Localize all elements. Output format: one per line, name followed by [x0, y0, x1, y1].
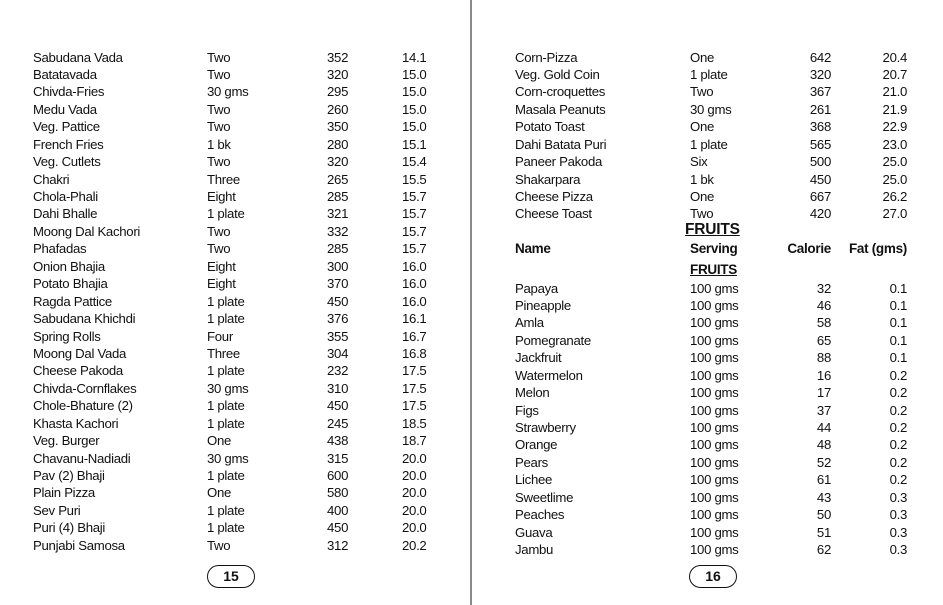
serving-size: Eight — [207, 276, 236, 292]
fat-value: 20.0 — [402, 468, 427, 483]
food-name: Moong Dal Vada — [33, 345, 127, 361]
fat-value: 16.0 — [402, 258, 427, 274]
serving-size: 1 plate — [207, 520, 245, 536]
table-row — [473, 332, 943, 349]
serving-size: 1 bk — [207, 136, 231, 152]
left-food-table — [0, 49, 471, 555]
food-name: Figs — [515, 402, 539, 418]
food-name: French Fries — [33, 136, 104, 152]
table-row — [473, 524, 943, 541]
calorie-value: 642 — [809, 49, 831, 65]
food-name: Pav (2) Bhaji — [33, 468, 105, 483]
serving-size: 100 gms — [690, 332, 739, 348]
fat-value: 16.8 — [402, 345, 427, 361]
serving-size: Two — [207, 537, 231, 553]
calorie-value: 295 — [327, 84, 349, 100]
serving-size: Two — [690, 206, 714, 222]
food-name: Shakarpara — [515, 171, 581, 187]
calorie-value: 304 — [327, 345, 349, 361]
table-row — [0, 171, 471, 188]
calorie-value: 88 — [816, 350, 831, 366]
food-name: Sabudana Vada — [33, 49, 123, 65]
header-serving: Serving — [690, 241, 738, 256]
calorie-value: 32 — [816, 280, 831, 296]
food-name: Cheese Pakoda — [33, 363, 123, 379]
food-name: Sev Puri — [33, 502, 81, 518]
table-row — [0, 362, 471, 379]
serving-size: Two — [207, 101, 231, 117]
calorie-value: 450 — [327, 520, 349, 536]
calorie-value: 261 — [809, 101, 831, 117]
food-name: Dahi Batata Puri — [515, 136, 607, 152]
serving-size: 100 gms — [690, 350, 739, 366]
serving-size: 30 gms — [207, 84, 249, 100]
table-row — [473, 454, 943, 471]
fat-value: 20.0 — [402, 450, 427, 466]
page-divider — [470, 0, 472, 605]
serving-size: Six — [690, 154, 708, 170]
table-row — [473, 83, 943, 100]
fat-value: 15.0 — [402, 66, 427, 82]
calorie-value: 232 — [327, 363, 349, 379]
calorie-value: 285 — [327, 241, 349, 257]
table-row — [473, 402, 943, 419]
table-row — [473, 419, 943, 436]
table-row — [0, 136, 471, 153]
calorie-value: 420 — [809, 206, 831, 222]
fat-value: 15.7 — [402, 241, 427, 257]
calorie-value: 400 — [327, 502, 349, 518]
table-row — [473, 49, 943, 66]
table-row — [0, 502, 471, 519]
table-row — [473, 489, 943, 506]
serving-size: Eight — [207, 189, 236, 204]
food-name: Corn-croquettes — [515, 84, 606, 100]
left-page — [0, 0, 471, 605]
fat-value: 0.1 — [889, 280, 907, 296]
table-row — [0, 450, 471, 467]
table-row — [0, 118, 471, 135]
serving-size: 100 gms — [690, 437, 739, 453]
table-row — [0, 153, 471, 170]
table-row — [473, 153, 943, 170]
fat-value: 20.0 — [402, 520, 427, 536]
calorie-value: 285 — [327, 189, 349, 204]
serving-size: Two — [207, 66, 231, 82]
calorie-value: 450 — [327, 398, 349, 414]
fat-value: 15.0 — [402, 101, 427, 117]
fat-value: 15.1 — [402, 136, 427, 152]
table-row — [473, 171, 943, 188]
fat-value: 20.0 — [402, 485, 427, 501]
section-title: FRUITS — [685, 221, 740, 238]
fat-value: 23.0 — [882, 136, 907, 152]
food-name: Guava — [515, 524, 553, 540]
food-name: Chivda-Cornflakes — [33, 380, 137, 396]
food-name: Potato Toast — [515, 119, 585, 135]
calorie-value: 43 — [816, 489, 831, 505]
subsection-title: FRUITS — [690, 262, 737, 277]
fat-value: 0.1 — [889, 332, 907, 348]
fat-value: 20.0 — [402, 502, 427, 518]
food-name: Pears — [515, 454, 548, 470]
serving-size: 100 gms — [690, 472, 739, 488]
fat-value: 15.7 — [402, 189, 427, 204]
fat-value: 18.7 — [402, 433, 427, 449]
fat-value: 0.2 — [889, 385, 907, 401]
fat-value: 0.2 — [889, 420, 907, 435]
calorie-value: 50 — [816, 507, 831, 523]
calorie-value: 44 — [816, 420, 831, 435]
calorie-value: 350 — [327, 119, 349, 135]
serving-size: Two — [207, 154, 231, 170]
table-row — [473, 314, 943, 331]
calorie-value: 450 — [327, 293, 349, 309]
fruits-table — [473, 280, 943, 559]
table-row — [473, 118, 943, 135]
fat-value: 15.4 — [402, 154, 427, 170]
calorie-value: 355 — [327, 328, 349, 344]
table-row — [0, 101, 471, 118]
calorie-value: 62 — [816, 542, 831, 558]
food-name: Masala Peanuts — [515, 101, 606, 117]
header-calorie: Calorie — [787, 241, 831, 256]
serving-size: 1 bk — [690, 171, 714, 187]
fat-value: 27.0 — [882, 206, 907, 222]
table-row — [0, 83, 471, 100]
calorie-value: 450 — [809, 171, 831, 187]
food-name: Orange — [515, 437, 558, 453]
calorie-value: 580 — [327, 485, 349, 501]
fat-value: 15.7 — [402, 223, 427, 239]
food-name: Sweetlime — [515, 489, 574, 505]
food-name: Strawberry — [515, 420, 576, 435]
food-name: Cheese Pizza — [515, 189, 593, 204]
fat-value: 0.3 — [889, 524, 907, 540]
serving-size: 100 gms — [690, 297, 739, 313]
right-food-table — [473, 49, 943, 223]
table-row — [0, 415, 471, 432]
calorie-value: 265 — [327, 171, 349, 187]
table-row — [0, 49, 471, 66]
fat-value: 15.0 — [402, 84, 427, 100]
calorie-value: 438 — [327, 433, 349, 449]
food-name: Puri (4) Bhaji — [33, 520, 106, 536]
serving-size: 1 plate — [690, 66, 728, 82]
serving-size: One — [690, 189, 715, 204]
calorie-value: 65 — [816, 332, 831, 348]
table-row — [473, 367, 943, 384]
serving-size: Two — [207, 223, 231, 239]
serving-size: 1 plate — [207, 311, 245, 327]
calorie-value: 51 — [816, 524, 831, 540]
food-name: Jambu — [515, 542, 554, 558]
fat-value: 16.1 — [402, 311, 427, 327]
fat-value: 0.2 — [889, 472, 907, 488]
fat-value: 20.2 — [402, 537, 427, 553]
serving-size: Two — [690, 84, 714, 100]
fat-value: 21.9 — [882, 101, 907, 117]
serving-size: 100 gms — [690, 315, 739, 331]
calorie-value: 368 — [809, 119, 831, 135]
food-name: Peaches — [515, 507, 565, 523]
food-name: Papaya — [515, 280, 558, 296]
food-name: Paneer Pakoda — [515, 154, 603, 170]
fat-value: 0.2 — [889, 402, 907, 418]
calorie-value: 312 — [327, 537, 349, 553]
food-name: Chavanu-Nadiadi — [33, 450, 131, 466]
fat-value: 22.9 — [882, 119, 907, 135]
fat-value: 0.2 — [889, 454, 907, 470]
fat-value: 15.0 — [402, 119, 427, 135]
table-row — [0, 258, 471, 275]
fat-value: 0.3 — [889, 489, 907, 505]
serving-size: 100 gms — [690, 402, 739, 418]
food-name: Plain Pizza — [33, 485, 95, 501]
fat-value: 0.1 — [889, 350, 907, 366]
table-row — [0, 432, 471, 449]
calorie-value: 245 — [327, 415, 349, 431]
serving-size: Two — [207, 119, 231, 135]
calorie-value: 500 — [809, 154, 831, 170]
calorie-value: 321 — [327, 206, 349, 222]
food-name: Chakri — [33, 171, 70, 187]
serving-size: 100 gms — [690, 489, 739, 505]
calorie-value: 16 — [816, 367, 831, 383]
calorie-value: 58 — [816, 315, 831, 331]
food-name: Chivda-Fries — [33, 84, 105, 100]
fat-value: 0.2 — [889, 437, 907, 453]
food-name: Punjabi Samosa — [33, 537, 125, 553]
calorie-value: 320 — [327, 154, 349, 170]
fat-value: 21.0 — [882, 84, 907, 100]
serving-size: 100 gms — [690, 454, 739, 470]
serving-size: 100 gms — [690, 280, 739, 296]
table-row — [0, 66, 471, 83]
fat-value: 16.0 — [402, 293, 427, 309]
fat-value: 16.0 — [402, 276, 427, 292]
food-name: Veg. Burger — [33, 433, 100, 449]
fat-value: 15.5 — [402, 171, 427, 187]
food-name: Veg. Pattice — [33, 119, 100, 135]
serving-size: 1 plate — [207, 502, 245, 518]
table-row — [0, 380, 471, 397]
calorie-value: 300 — [327, 258, 349, 274]
table-row — [0, 275, 471, 292]
calorie-value: 310 — [327, 380, 349, 396]
fat-value: 25.0 — [882, 154, 907, 170]
header-fat: Fat (gms) — [848, 241, 907, 256]
calorie-value: 46 — [816, 297, 831, 313]
header-name: Name — [515, 241, 551, 256]
fat-value: 0.3 — [889, 542, 907, 558]
calorie-value: 61 — [816, 472, 831, 488]
food-name: Melon — [515, 385, 550, 401]
serving-size: One — [690, 119, 715, 135]
table-row — [473, 66, 943, 83]
table-row — [0, 310, 471, 327]
fat-value: 18.5 — [402, 415, 427, 431]
fat-value: 17.5 — [402, 380, 427, 396]
serving-size: 1 plate — [207, 293, 245, 309]
fat-value: 25.0 — [882, 171, 907, 187]
calorie-value: 280 — [327, 136, 349, 152]
right-page — [473, 0, 943, 605]
calorie-value: 332 — [327, 223, 349, 239]
food-name: Amla — [515, 315, 544, 331]
serving-size: 100 gms — [690, 420, 739, 435]
fat-value: 0.3 — [889, 507, 907, 523]
table-row — [0, 328, 471, 345]
serving-size: 1 plate — [207, 363, 245, 379]
table-row — [473, 101, 943, 118]
table-row — [473, 506, 943, 523]
serving-size: 1 plate — [207, 415, 245, 431]
calorie-value: 48 — [816, 437, 831, 453]
fat-value: 20.7 — [882, 66, 907, 82]
serving-size: Eight — [207, 258, 236, 274]
serving-size: 30 gms — [207, 380, 249, 396]
serving-size: 1 plate — [207, 206, 245, 222]
table-row — [0, 345, 471, 362]
page-number-badge: 15 — [207, 565, 255, 588]
serving-size: Two — [207, 241, 231, 257]
fat-value: 0.1 — [889, 297, 907, 313]
food-name: Khasta Kachori — [33, 415, 119, 431]
table-row — [473, 349, 943, 366]
table-row — [473, 471, 943, 488]
calorie-value: 315 — [327, 450, 349, 466]
serving-size: 100 gms — [690, 507, 739, 523]
table-row — [473, 541, 943, 558]
table-row — [0, 240, 471, 257]
table-row — [0, 223, 471, 240]
table-row — [0, 188, 471, 205]
food-name: Medu Vada — [33, 101, 97, 117]
food-name: Veg. Cutlets — [33, 154, 101, 170]
fat-value: 20.4 — [882, 49, 907, 65]
food-name: Spring Rolls — [33, 328, 101, 344]
food-name: Moong Dal Kachori — [33, 223, 141, 239]
calorie-value: 352 — [327, 49, 349, 65]
calorie-value: 37 — [816, 402, 831, 418]
serving-size: 100 gms — [690, 524, 739, 540]
food-name: Onion Bhajia — [33, 258, 105, 274]
serving-size: 1 plate — [207, 468, 245, 483]
food-name: Phafadas — [33, 241, 87, 257]
calorie-value: 52 — [816, 454, 831, 470]
page-number-badge: 16 — [689, 565, 737, 588]
food-name: Pineapple — [515, 297, 571, 313]
table-row — [0, 205, 471, 222]
fat-value: 17.5 — [402, 398, 427, 414]
food-name: Veg. Gold Coin — [515, 66, 600, 82]
fruits-table-header — [473, 241, 943, 261]
food-name: Chola-Phali — [33, 189, 98, 204]
calorie-value: 667 — [809, 189, 831, 204]
table-row — [0, 484, 471, 501]
food-name: Chole-Bhature (2) — [33, 398, 133, 414]
fat-value: 0.2 — [889, 367, 907, 383]
table-row — [0, 537, 471, 554]
serving-size: Two — [207, 49, 231, 65]
table-row — [0, 397, 471, 414]
serving-size: 1 plate — [207, 398, 245, 414]
serving-size: Three — [207, 171, 240, 187]
calorie-value: 17 — [816, 385, 831, 401]
table-row — [0, 293, 471, 310]
calorie-value: 320 — [809, 66, 831, 82]
fat-value: 14.1 — [402, 49, 427, 65]
table-row — [0, 519, 471, 536]
serving-size: Three — [207, 345, 240, 361]
serving-size: 100 gms — [690, 385, 739, 401]
serving-size: 30 gms — [207, 450, 249, 466]
fat-value: 15.7 — [402, 206, 427, 222]
table-row — [473, 384, 943, 401]
food-name: Corn-Pizza — [515, 49, 578, 65]
table-row — [473, 280, 943, 297]
calorie-value: 320 — [327, 66, 349, 82]
table-row — [473, 136, 943, 153]
fat-value: 0.1 — [889, 315, 907, 331]
calorie-value: 376 — [327, 311, 349, 327]
food-name: Lichee — [515, 472, 553, 488]
food-name: Dahi Bhalle — [33, 206, 98, 222]
food-name: Cheese Toast — [515, 206, 592, 222]
food-name: Batatavada — [33, 66, 97, 82]
serving-size: Four — [207, 328, 233, 344]
calorie-value: 565 — [809, 136, 831, 152]
table-row — [473, 436, 943, 453]
calorie-value: 370 — [327, 276, 349, 292]
calorie-value: 600 — [327, 468, 349, 483]
serving-size: One — [207, 485, 232, 501]
serving-size: 30 gms — [690, 101, 732, 117]
food-name: Watermelon — [515, 367, 583, 383]
food-name: Potato Bhajia — [33, 276, 108, 292]
food-name: Pomegranate — [515, 332, 591, 348]
serving-size: One — [690, 49, 715, 65]
fat-value: 26.2 — [882, 189, 907, 204]
serving-size: 100 gms — [690, 542, 739, 558]
table-row — [473, 297, 943, 314]
calorie-value: 367 — [809, 84, 831, 100]
food-name: Sabudana Khichdi — [33, 311, 136, 327]
food-name: Ragda Pattice — [33, 293, 112, 309]
fat-value: 16.7 — [402, 328, 427, 344]
food-name: Jackfruit — [515, 350, 562, 366]
table-row — [473, 188, 943, 205]
fat-value: 17.5 — [402, 363, 427, 379]
serving-size: One — [207, 433, 232, 449]
calorie-value: 260 — [327, 101, 349, 117]
serving-size: 1 plate — [690, 136, 728, 152]
table-row — [0, 467, 471, 484]
serving-size: 100 gms — [690, 367, 739, 383]
